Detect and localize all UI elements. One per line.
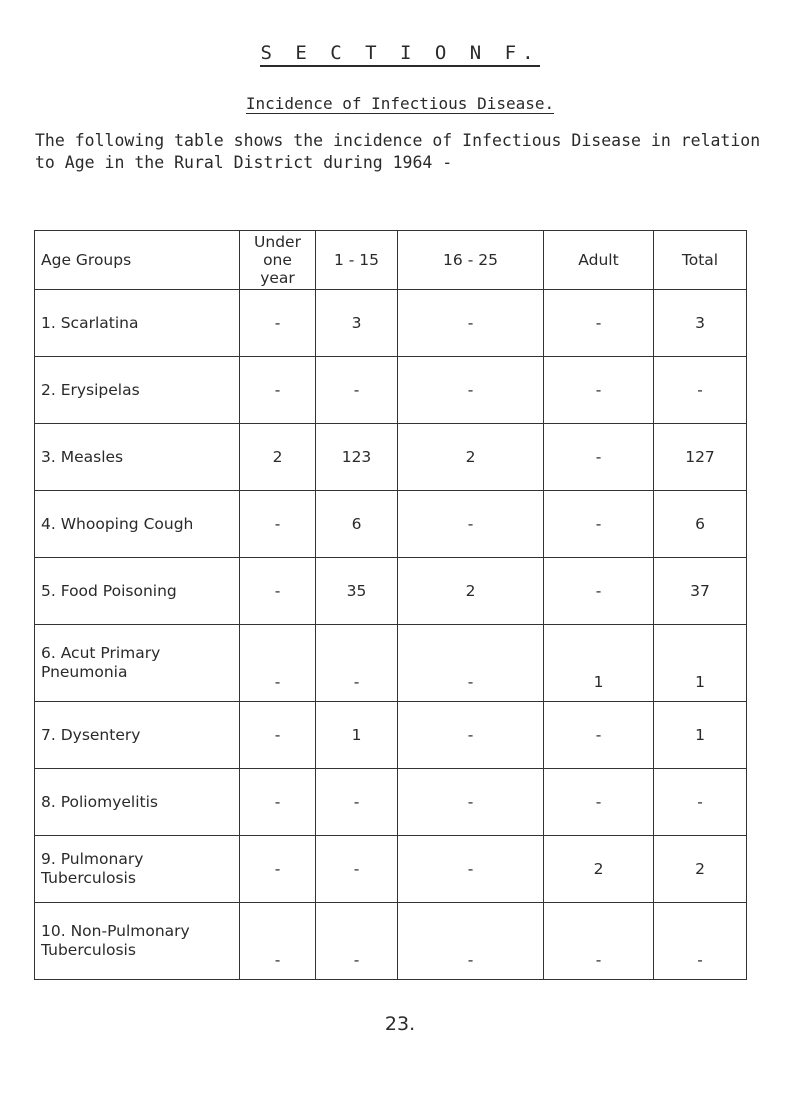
table-row	[35, 491, 747, 558]
cell-16-25: -	[398, 769, 544, 836]
cell-under-one: -	[240, 903, 316, 980]
header-under-line3: year	[260, 269, 295, 287]
table-row	[35, 424, 747, 491]
table-row	[35, 836, 747, 903]
intro-paragraph: The following table shows the incidence of Infectious Disease in relation to Age in the Rural District during 1964 -	[35, 131, 761, 172]
cell-1-15: 6	[316, 491, 398, 558]
cell-under-one: -	[240, 491, 316, 558]
disease-name: 2. Erysipelas	[35, 357, 240, 424]
cell-1-15: -	[316, 769, 398, 836]
cell-1-15: -	[316, 903, 398, 980]
disease-name: 5. Food Poisoning	[35, 558, 240, 625]
cell-16-25: 2	[398, 558, 544, 625]
header-under-one-year	[240, 231, 316, 290]
cell-16-25: -	[398, 836, 544, 903]
cell-1-15: 35	[316, 558, 398, 625]
header-age-groups: Age Groups	[35, 231, 240, 290]
cell-total: 1	[654, 625, 747, 702]
cell-under-one: -	[240, 290, 316, 357]
table-row	[35, 702, 747, 769]
disease-name: 6. Acut Primary Pneumonia	[35, 625, 240, 702]
cell-under-one: -	[240, 836, 316, 903]
cell-16-25: -	[398, 491, 544, 558]
cell-16-25: 2	[398, 424, 544, 491]
cell-total: 2	[654, 836, 747, 903]
cell-total: 6	[654, 491, 747, 558]
disease-name: 4. Whooping Cough	[35, 491, 240, 558]
header-under-line2: one	[263, 251, 292, 269]
table-row	[35, 357, 747, 424]
disease-name: 8. Poliomyelitis	[35, 769, 240, 836]
cell-1-15: -	[316, 836, 398, 903]
disease-name: 3. Measles	[35, 424, 240, 491]
cell-1-15: 1	[316, 702, 398, 769]
table-header-row	[35, 231, 747, 290]
cell-under-one: -	[240, 357, 316, 424]
table-row	[35, 558, 747, 625]
cell-under-one: 2	[240, 424, 316, 491]
cell-under-one: -	[240, 558, 316, 625]
cell-adult: -	[544, 702, 654, 769]
subtitle: Incidence of Infectious Disease.	[245, 94, 555, 113]
disease-name: 10. Non-Pulmonary Tuberculosis	[35, 903, 240, 980]
incidence-table	[34, 230, 747, 980]
cell-adult: -	[544, 491, 654, 558]
header-under-line1: Under	[254, 233, 301, 251]
cell-adult: -	[544, 769, 654, 836]
table-row	[35, 903, 747, 980]
cell-under-one: -	[240, 769, 316, 836]
cell-total: 3	[654, 290, 747, 357]
cell-16-25: -	[398, 625, 544, 702]
header-16-25: 16 - 25	[398, 231, 544, 290]
cell-1-15: 3	[316, 290, 398, 357]
cell-1-15: -	[316, 625, 398, 702]
disease-name: 7. Dysentery	[35, 702, 240, 769]
header-adult: Adult	[544, 231, 654, 290]
cell-adult: -	[544, 290, 654, 357]
cell-under-one: -	[240, 625, 316, 702]
page-number: 23.	[384, 1013, 416, 1035]
cell-adult: -	[544, 558, 654, 625]
header-total: Total	[654, 231, 747, 290]
cell-adult: -	[544, 424, 654, 491]
section-title: S E C T I O N F.	[0, 42, 800, 64]
cell-total: 127	[654, 424, 747, 491]
disease-name: 1. Scarlatina	[35, 290, 240, 357]
cell-16-25: -	[398, 290, 544, 357]
cell-16-25: -	[398, 702, 544, 769]
table-row	[35, 625, 747, 702]
cell-adult: -	[544, 903, 654, 980]
cell-total: -	[654, 769, 747, 836]
header-1-15: 1 - 15	[316, 231, 398, 290]
cell-total: 37	[654, 558, 747, 625]
cell-adult: -	[544, 357, 654, 424]
cell-total: -	[654, 357, 747, 424]
table-row	[35, 769, 747, 836]
cell-total: -	[654, 903, 747, 980]
cell-1-15: 123	[316, 424, 398, 491]
cell-adult: 2	[544, 836, 654, 903]
cell-16-25: -	[398, 357, 544, 424]
disease-name: 9. Pulmonary Tuberculosis	[35, 836, 240, 903]
cell-16-25: -	[398, 903, 544, 980]
cell-total: 1	[654, 702, 747, 769]
cell-adult: 1	[544, 625, 654, 702]
cell-1-15: -	[316, 357, 398, 424]
cell-under-one: -	[240, 702, 316, 769]
table-row	[35, 290, 747, 357]
